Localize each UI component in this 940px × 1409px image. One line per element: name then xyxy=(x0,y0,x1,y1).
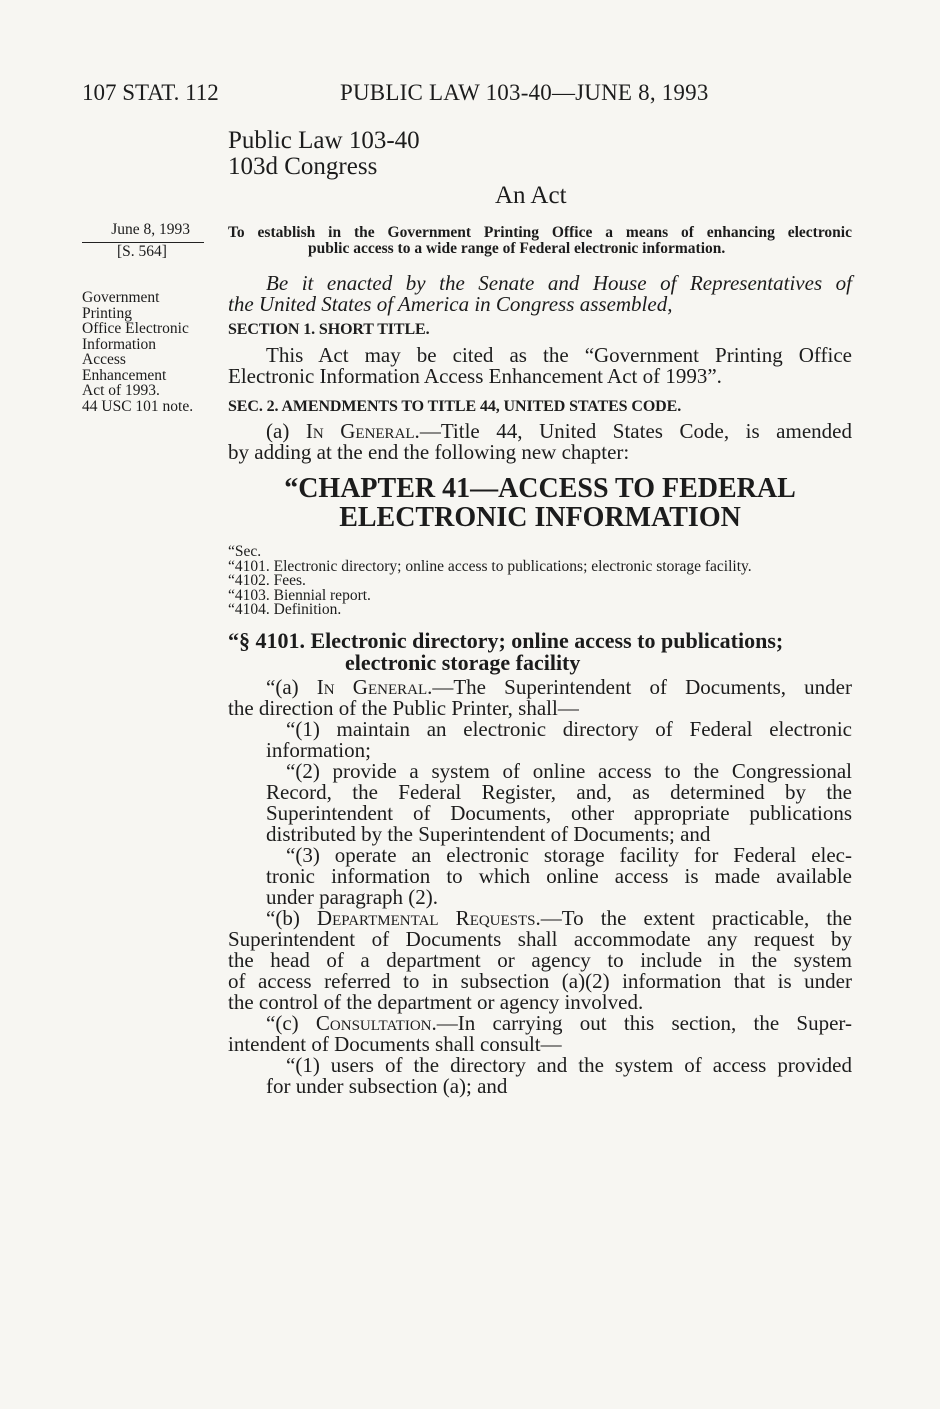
text-line: intendent of Documents shall consult— xyxy=(228,1032,562,1056)
text-line: the direction of the Public Printer, shall— xyxy=(228,696,579,720)
chapter-heading-line: ELECTRONIC INFORMATION xyxy=(339,502,741,533)
section-4101-text xyxy=(228,677,852,1097)
subsection-heading: Departmental Requests. xyxy=(316,906,541,930)
subsection-label: (a) xyxy=(266,419,306,443)
margin-topic-line: Printing xyxy=(82,304,132,322)
text-line: “(1) users of the directory and the system of access provided xyxy=(286,1053,852,1077)
section-text-line: by adding at the end the following new chapter: xyxy=(228,440,630,464)
act-purpose xyxy=(228,225,852,257)
chapter-heading xyxy=(228,474,852,532)
text-line: Superintendent of Documents shall accommodate any request by xyxy=(228,927,852,951)
text-line xyxy=(228,677,852,698)
section-4101-title xyxy=(228,630,852,674)
purpose-line: public access to a wide range of Federal electronic information. xyxy=(308,240,726,257)
text-line: information; xyxy=(266,738,371,762)
section-title-line: “§ 4101. Electronic directory; online access to publications; xyxy=(228,628,784,653)
margin-topic-line: Office Electronic xyxy=(82,320,189,337)
page-number-header: 107 STAT. 112 xyxy=(82,80,219,105)
text-line xyxy=(228,908,852,929)
margin-topic-line: Act of 1993. xyxy=(82,382,160,399)
section-2 xyxy=(228,398,852,463)
subsection-heading: In General. xyxy=(316,675,433,699)
text-line: under paragraph (2). xyxy=(266,885,438,909)
text-line xyxy=(228,1013,852,1034)
text: —In carrying out this section, the Super- xyxy=(436,1011,852,1035)
subsection-label: “(a) xyxy=(266,675,317,699)
purpose-line: To establish in the Government Printing Office a means of enhancing electronic xyxy=(228,224,852,241)
toc-item: “4104. Definition. xyxy=(228,601,342,618)
text-line: distributed by the Superintendent of Documents; and xyxy=(266,822,711,846)
section-text-line: Electronic Information Access Enhancement Act of 1993”. xyxy=(228,364,722,388)
toc-item: “4102. Fees. xyxy=(228,572,306,589)
enacting-clause xyxy=(228,273,852,315)
margin-date: June 8, 1993 xyxy=(111,221,190,238)
section-title-line: electronic storage facility xyxy=(345,650,581,675)
section-text: —Title 44, United States Code, is amended xyxy=(419,419,852,443)
section-text-line: This Act may be cited as the “Government Printing Office xyxy=(266,343,852,367)
toc-item: “4101. Electronic directory; online access to publications; electronic storage facility. xyxy=(228,557,752,575)
running-title: PUBLIC LAW 103-40—JUNE 8, 1993 xyxy=(340,80,709,105)
text-line: Superintendent of Documents, other appropriate publications xyxy=(266,801,852,825)
congress-number: 103d Congress xyxy=(228,153,378,180)
margin-topic-line: Government xyxy=(82,289,160,306)
enacting-line: the United States of America in Congress assembled, xyxy=(228,292,673,316)
text-line: Record, the Federal Register, and, as determined by the xyxy=(266,780,852,804)
subsection-heading: In General. xyxy=(305,419,420,443)
margin-topic-line: 44 USC 101 note. xyxy=(82,397,194,415)
law-number: Public Law 103-40 xyxy=(228,127,420,154)
enacting-line: Be it enacted by the Senate and House of Representatives of xyxy=(266,271,852,295)
toc-item: “Sec. xyxy=(228,543,262,560)
text-line: the head of a department or agency to include in the system xyxy=(228,948,852,972)
text-line: “(1) maintain an electronic directory of Federal electronic xyxy=(286,717,852,741)
subsection-heading: Consultation. xyxy=(315,1011,437,1035)
toc-item: “4103. Biennial report. xyxy=(228,586,371,604)
subsection-label: “(c) xyxy=(266,1011,316,1035)
text-line: for under subsection (a); and xyxy=(266,1074,508,1098)
margin-bill-number: [S. 564] xyxy=(117,243,167,260)
law-title-block xyxy=(228,128,852,180)
text-line: of access referred to in subsection (a)(2) information that is under xyxy=(228,969,852,993)
subsection-label: “(b) xyxy=(266,906,317,930)
text: —To the extent practicable, the xyxy=(540,906,852,930)
section-heading: SEC. 2. AMENDMENTS TO TITLE 44, UNITED STATES CODE. xyxy=(228,398,682,415)
text-line: “(2) provide a system of online access to the Congressional xyxy=(286,759,852,783)
text-line: tronic information to which online access is made available xyxy=(266,864,852,888)
text-line: the control of the department or agency involved. xyxy=(228,990,644,1014)
margin-topic-line: Access xyxy=(82,351,126,368)
section-1 xyxy=(228,321,852,387)
text: —The Superintendent of Documents, under xyxy=(432,675,852,699)
margin-topic-line: Enhancement xyxy=(82,366,167,384)
section-heading: SECTION 1. SHORT TITLE. xyxy=(228,321,430,338)
chapter-table-of-sections xyxy=(228,545,852,618)
margin-topic-note xyxy=(82,290,207,414)
text-line: “(3) operate an electronic storage facility for Federal elec- xyxy=(286,843,852,867)
act-heading: An Act xyxy=(495,182,567,209)
section-text-line xyxy=(228,421,852,442)
margin-topic-line: Information xyxy=(82,335,157,353)
chapter-heading-line: “CHAPTER 41—ACCESS TO FEDERAL xyxy=(284,473,796,504)
